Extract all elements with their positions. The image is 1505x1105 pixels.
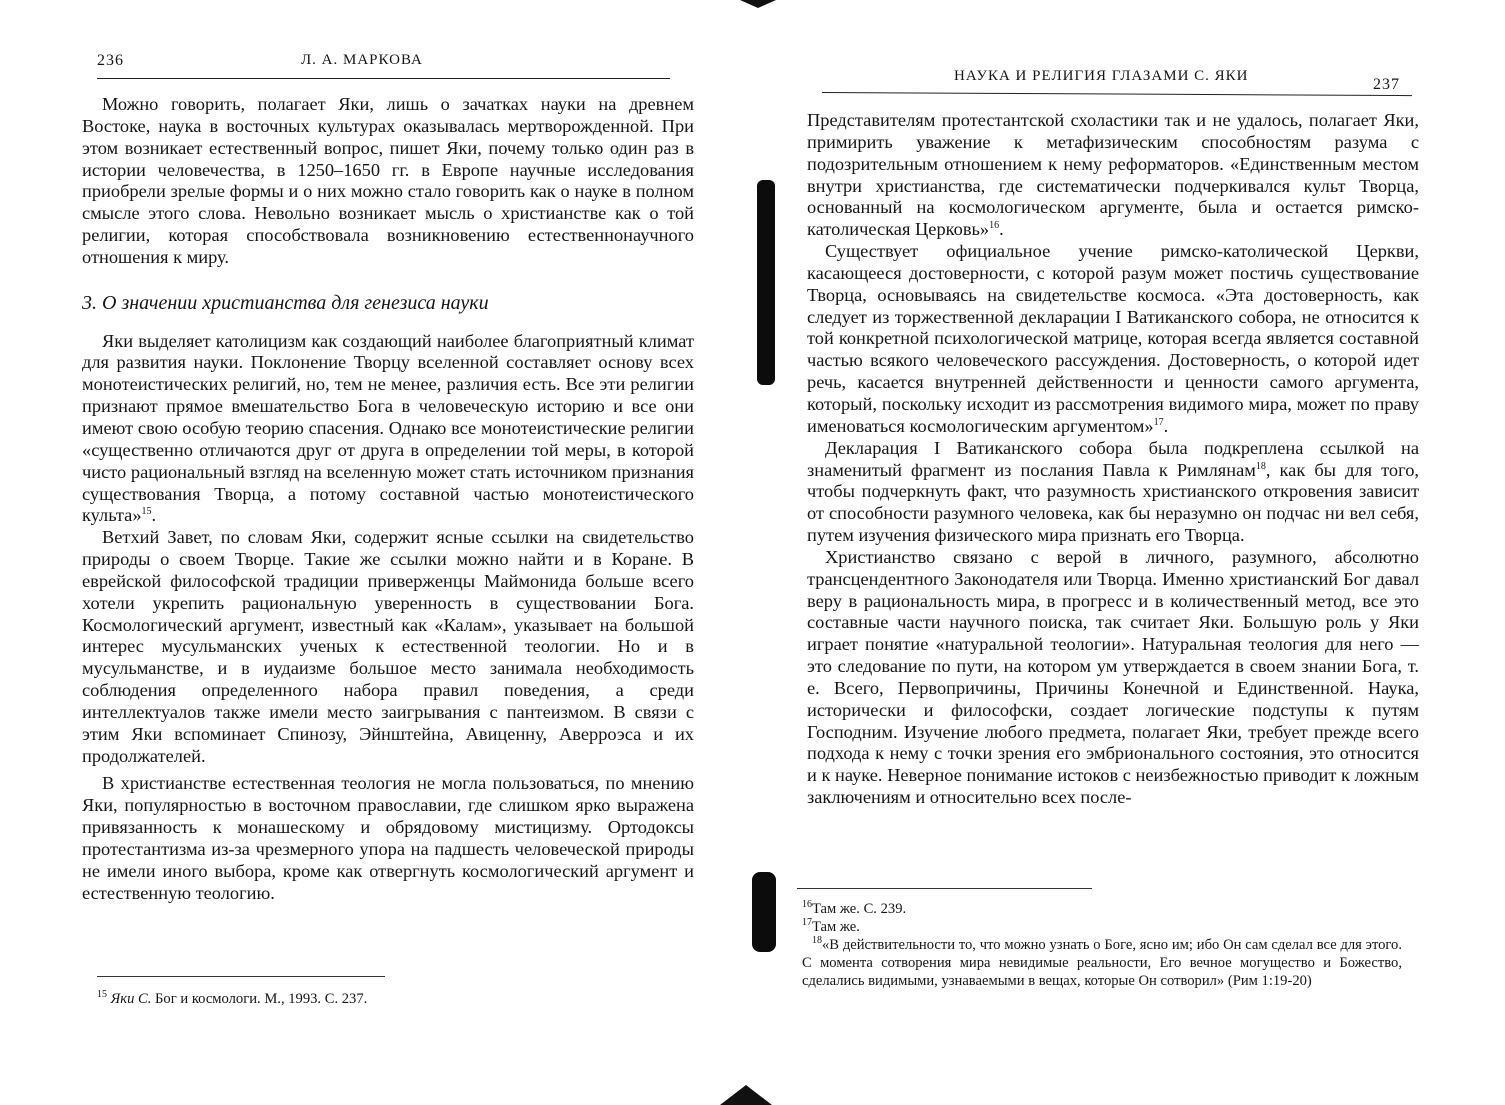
page-number: 236 [97,52,124,69]
scan-bar-mark [752,872,776,952]
paragraph-text: Яки выделяет католицизм как создающий наиболее благоприятный климат для развития науки. Поклонение Творцу вселенной составляет основу всех монотеистических религий, но, тем не менее, различия есть. Все эти религии признают прямое вмешательство Бога в человеческую историю и все они имеют свою особую теорию спасения. Однако все монотеистические религии «существенно отличаются друг от друга в определении той меры, в которой чисто рациональный взгляд на вселенную может стать источником признания существования Творца, а потому составной частью монотеистического культа» [82,330,694,526]
paragraph [807,241,1419,438]
paragraph-text: Декларация I Ватиканского собора была подкреплена ссылкой на знаменитый фрагмент из послания Павла к Римлянам [807,437,1419,480]
footnote-number: 16 [802,899,812,911]
paragraph-text: , как бы для того, чтобы подчеркнуть факт, что разумность христианского откровения зависит от способности разумного человека, как бы неразумно он подчас ни вел себя, путем изучения физического мира признать его Творца. [807,459,1419,546]
scan-bar-mark [757,180,775,385]
footnote [802,900,1402,918]
footnote-author: Яки С. [110,991,152,1007]
footnote [97,990,687,1008]
running-head: Л. А. МАРКОВА [301,52,423,68]
paragraph-text: Представителям протестантской схоластики так и не удалось, полагает Яки, примирить уважение к метафизическим способностям разума с подозрительным отношением к нему реформаторов. «Единственным местом внутри христианства, где систематически подчеркивался культ Творца, основанный на космологическом аргументе, была и остается римско-католическая Церковь» [807,110,1419,240]
paragraph: Христианство связано с верой в личного, разумного, абсолютно трансцендентного Законодателя или Творца. Именно христианский Бог давал веру в рациональность мира, в прогресс и в количественный метод, все это составные части научного поиска, так считает Яки. Большую роль у Яки играет понятие «натуральной теологии». Натуральная теология для него — это следование по пути, на котором ум утверждается в своем знании Бога, т. е. Всего, Первопричины, Причины Конечной и Единственной. Наука, исторически и философски, создает логические подступы к путям Господним. Изучение любого предмета, полагает Яки, требует прежде всего подхода к нему с точки зрения его эмбрионального состояния, это относится и к науке. Неверное понимание истоков с неизбежностью приводит к ложным заключениям и относительно всех после- [807,546,1419,808]
footnote-text: Бог и космологи. М., 1993. С. 237. [151,991,368,1007]
paragraph-end: . [1163,415,1169,436]
footnote-number: 18 [812,935,822,947]
footnote [802,918,1402,936]
footnote-rule [797,888,1092,889]
right-page [752,0,1505,1105]
paragraph-end: . [151,505,157,526]
left-footnotes [97,990,687,1008]
right-body-text [807,110,1419,809]
footnote-text: «В действительности то, что можно узнать о Боге, ясно им; ибо Он сам сделал все для этого. С момента сотворения мира невидимые реальности, Его вечное могущество и Божество, сделались видимыми, узнаваемыми в вещах, которые Он сотворил» (Рим 1:19-20) [802,937,1402,989]
footnote-rule [97,976,385,977]
right-footnotes [802,900,1402,990]
running-head: НАУКА И РЕЛИГИЯ ГЛАЗАМИ С. ЯКИ [954,68,1249,84]
paragraph [807,110,1419,241]
left-body-text [82,94,694,905]
footnote-text: Там же. [812,919,860,935]
footnote-ref: 15 [141,506,152,518]
paragraph: Можно говорить, полагает Яки, лишь о зачатках науки на древнем Востоке, наука в восточных культурах оказывалась мертворожденной. При этом возникает естественный вопрос, пишет Яки, почему только один раз в истории человечества, в 1250–1650 гг. в Европе научные исследования приобрели зрелые формы и о них можно стало говорить как о науке в полном смысле этого слова. Невольно возникает мысль о христианстве как о той религии, которая способствовала возникновению естественнонаучного отношения к миру. [82,94,694,267]
section-heading: 3. О значении христианства для генезиса науки [82,291,489,314]
paragraph: В христианстве естественная теология не могла пользоваться, по мнению Яки, популярностью в восточном православии, где слишком ярко выражена привязанность к монашескому и обрядовому мистицизму. Ортодоксы протестантизма из-за чрезмерного упора на падшесть человеческой природы не имели иного выбора, кроме как отвергнуть космологический аргумент и естественную теологию. [82,773,694,903]
paragraph-end: . [999,219,1004,240]
header-rule [822,92,1412,96]
paragraph: Ветхий Завет, по словам Яки, содержит ясные ссылки на свидетельство природы о своем Творце. Такие же ссылки можно найти и в Коране. В еврейской философской традиции приверженцы Маймонида больше всего хотели укрепить рациональную уверенность в существовании Бога. Космологический аргумент, известный как «Калам», указывает на большой интерес мусульманских ученых к естественной теологии. Но и в мусульманстве, и в иудаизме большое место занимала необходимость соблюдения определенного набора правил поведения, а среди интеллектуалов также имели место заигрывания с пантеизмом. В связи с этим Яки вспоминает Спинозу, Эйнштейна, Авиценну, Аверроэса и их продолжателей. [82,527,694,766]
paragraph [82,331,694,528]
footnote-ref: 16 [989,220,1000,232]
footnote-number: 15 [97,989,107,1001]
header-rule [97,78,670,79]
footnote-text: Там же. С. 239. [812,901,907,917]
footnote-ref: 17 [1153,416,1164,428]
footnote [802,936,1402,990]
paragraph-text: Существует официальное учение римско-католической Церкви, касающееся достоверности, с которой разум может постичь существование Творца, основываясь на свидетельстве космоса. «Эта достоверность, как следует из торжественной декларации I Ватиканского собора, не относится к той конкретной психологической матрице, которая всегда является составной частью всякого человеческого рассуждения. Достоверность, о которой идет речь, касается внутренней действенности и ценности самого аргумента, который, поскольку исходит из рассмотрения видимого мира, может по праву именоваться космологическим аргументом» [807,241,1419,436]
paragraph [807,438,1419,547]
page-number: 237 [1373,76,1400,93]
left-page [0,0,752,1105]
footnote-number: 17 [802,917,812,929]
footnote-ref: 18 [1255,460,1266,472]
